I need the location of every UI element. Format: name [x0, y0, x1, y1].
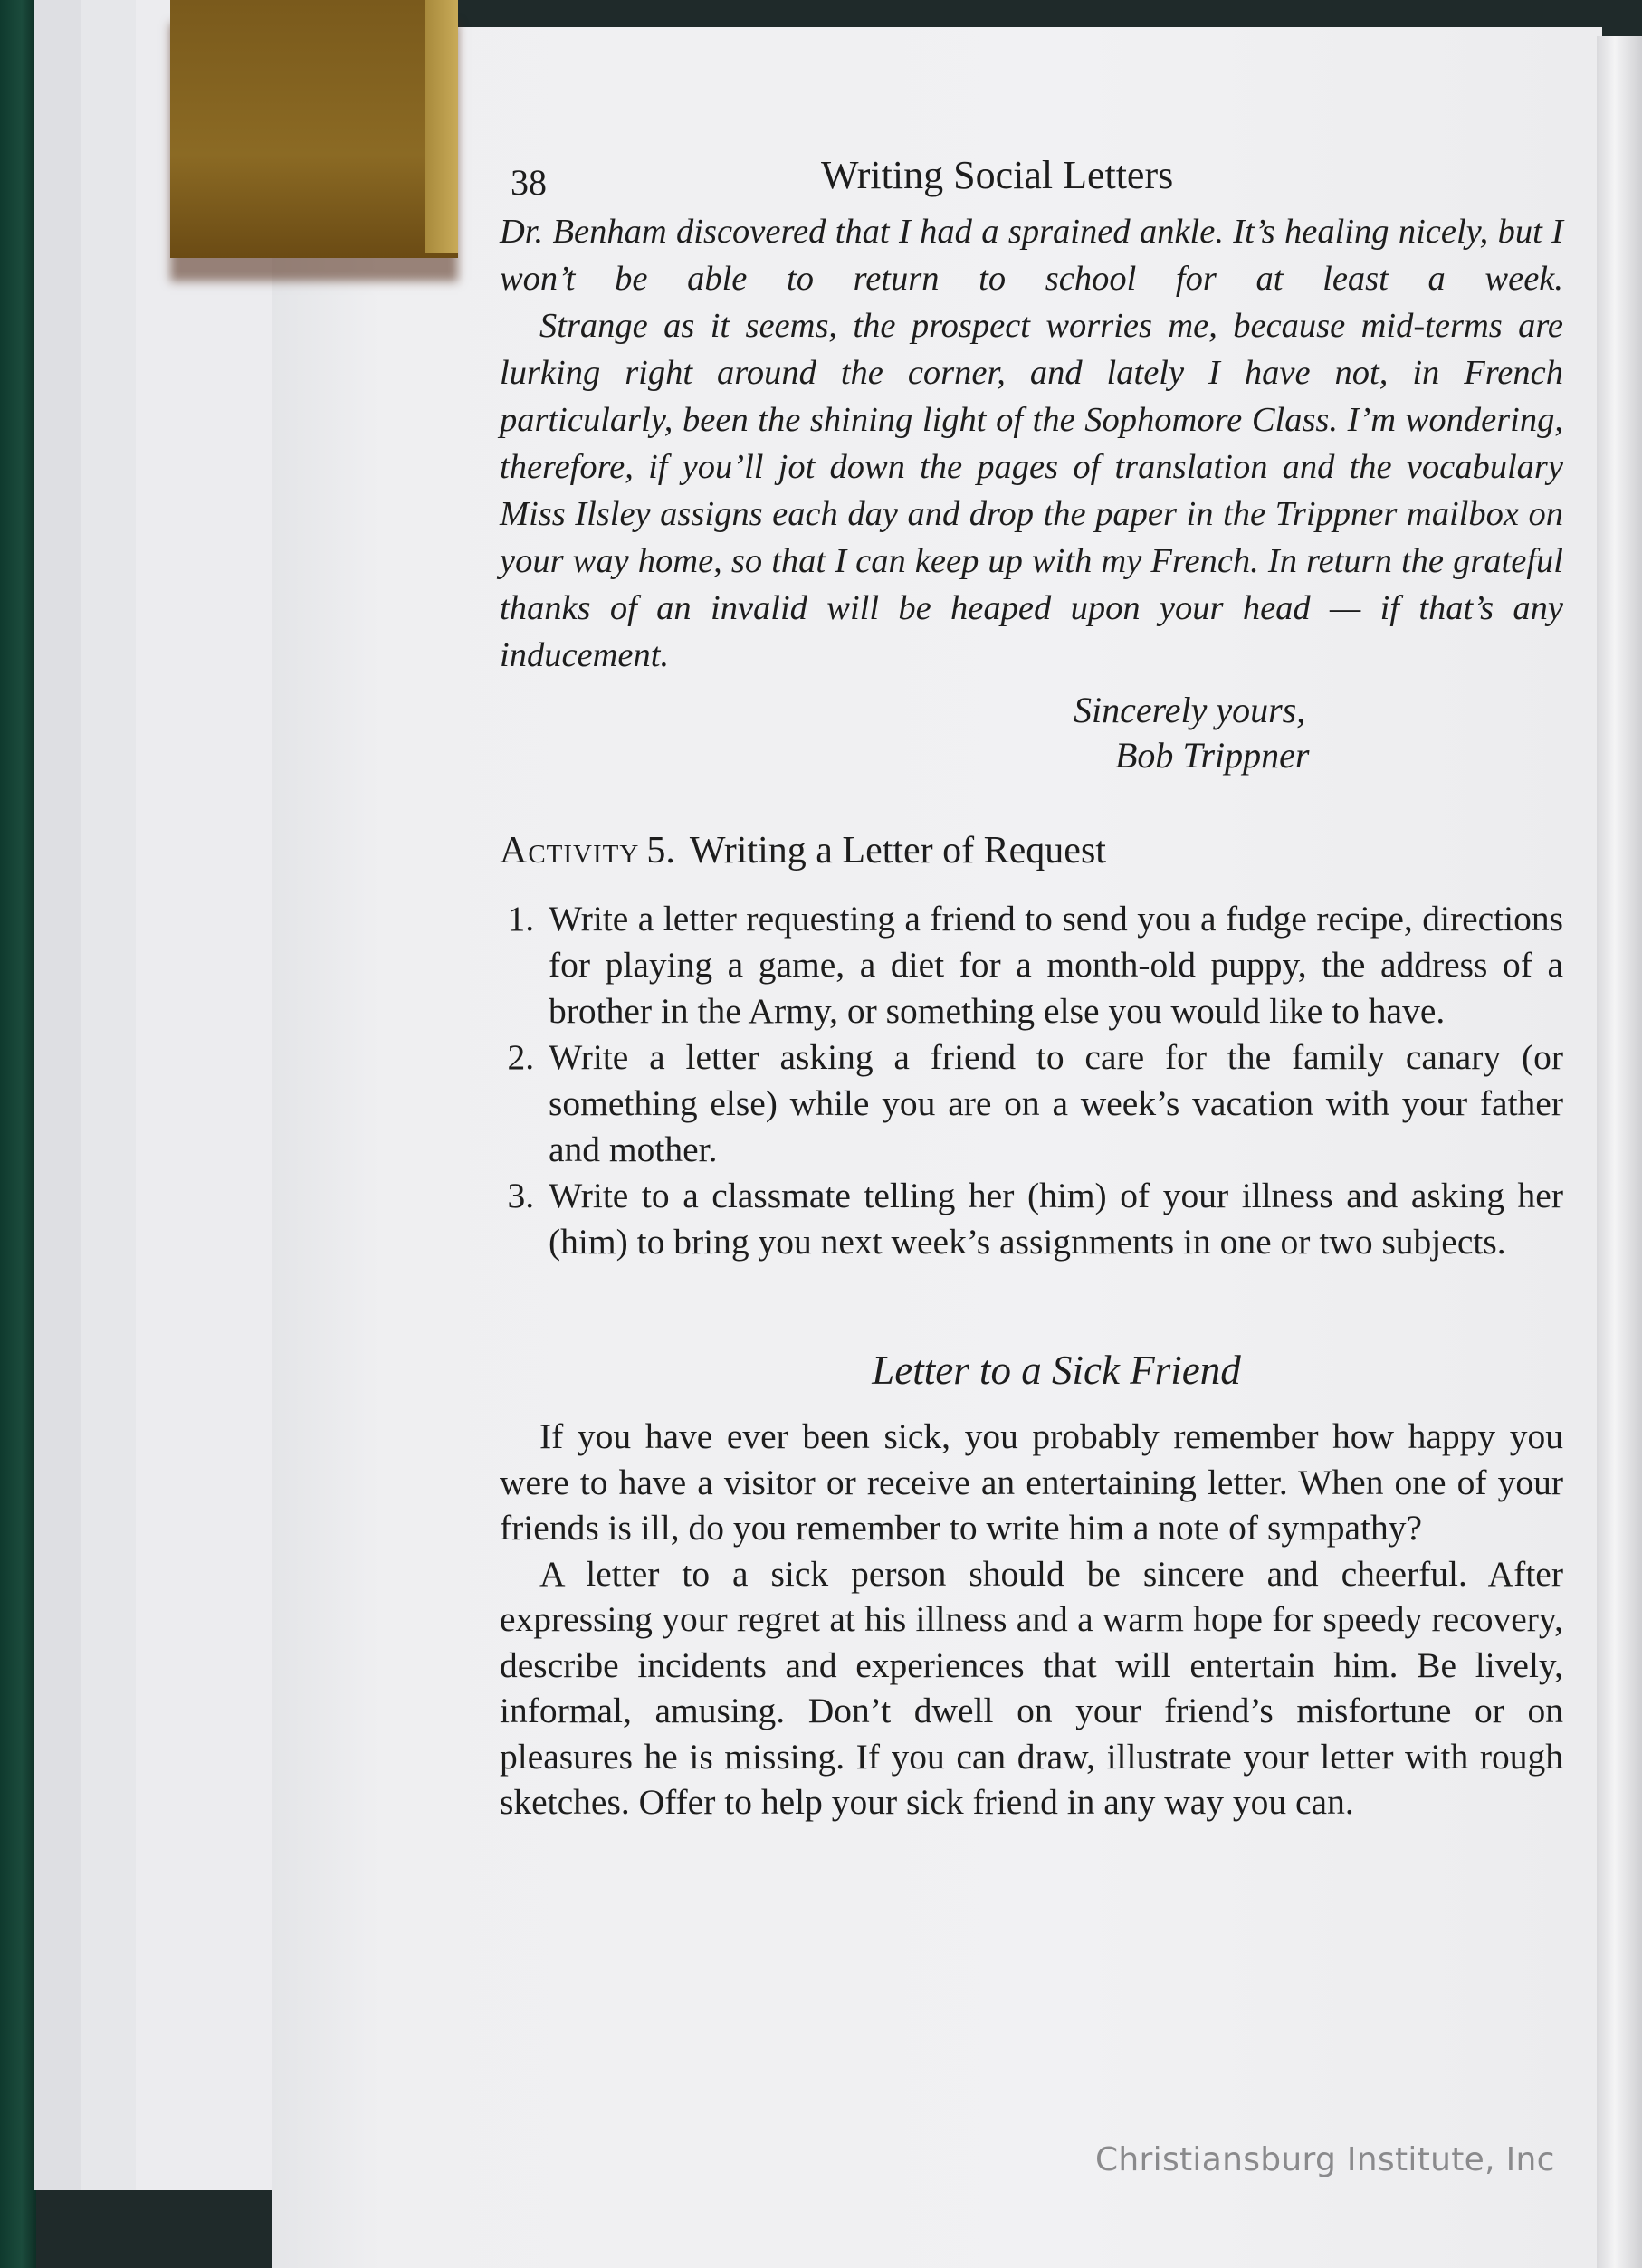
letter-paragraph: Strange as it seems, the prospect worries me, because mid-terms are lurking right around the corner, and lately I have not, in French particularly, been the shining light of the Sophomore Class. I’m wondering, therefore, if you’ll jot down the pages of translation and the vocabulary Miss Ilsley assigns each day and drop the paper in the Trippner mailbox on your way home, so that I can keep up with my French. In return the grateful thanks of an invalid will be heaped upon your head — if that’s any inducement.: [500, 307, 1563, 674]
section-body: [500, 1414, 1563, 1825]
section-title: Letter to a Sick Friend: [872, 1348, 1241, 1393]
list-item: 3. Write to a classmate telling her (him) of your illness and asking her (him) to bring you next week’s assignments in one or two subjects.: [543, 1173, 1563, 1265]
activity-heading: [500, 825, 1563, 876]
page-stack-edge: [136, 0, 282, 2190]
body-paragraph: If you have ever been sick, you probably remember how happy you were to have a visitor or receive an entertaining letter. When one of your friends is ill, do you remember to write him a note of sympathy?: [500, 1416, 1563, 1548]
page-number: 38: [511, 162, 547, 203]
activity-number: 5.: [646, 830, 675, 872]
list-item: 2. Write a letter asking a friend to care for the family canary (or something else) while you are on a week’s vacation with your father and mother.: [543, 1034, 1563, 1173]
activity-label: Activity: [500, 830, 640, 872]
page-right-edge: [1597, 36, 1642, 2268]
activity-list: [500, 896, 1563, 1265]
complimentary-close: Sincerely yours,: [1074, 690, 1306, 730]
activity-title: Writing a Letter of Request: [689, 830, 1106, 872]
letter-paragraph: Dr. Benham discovered that I had a sprained ankle. It’s healing nicely, but I won’t be able to return to school for at least a week.: [500, 213, 1563, 298]
list-item: 1. Write a letter requesting a friend to send you a fudge recipe, directions for playing a game, a diet for a month-old puppy, the address of a brother in the Army, or something else you would like to have.: [543, 896, 1563, 1034]
running-head: [500, 145, 1563, 208]
book-cover-edge: [0, 0, 36, 2268]
sample-letter: [500, 208, 1563, 778]
signature: Bob Trippner: [1115, 735, 1310, 776]
body-paragraph: A letter to a sick person should be sincere and cheerful. After expressing your regret at his illness and a warm hope for speedy recovery, describe incidents and experiences that will entertain him. Be lively, informal, amusing. Don’t dwell on your friend’s misfortune or on pleasures he is missing. If you can draw, illustrate your letter with rough sketches. Offer to help your sick friend in any way you can.: [500, 1553, 1563, 1822]
bookmark-edge: [425, 0, 458, 253]
running-title: Writing Social Letters: [821, 153, 1174, 197]
page-text: [500, 145, 1563, 1825]
bookmark-tab: [170, 0, 458, 258]
watermark: Christiansburg Institute, Inc: [1095, 2141, 1555, 2178]
letter-closing: [1074, 688, 1563, 778]
